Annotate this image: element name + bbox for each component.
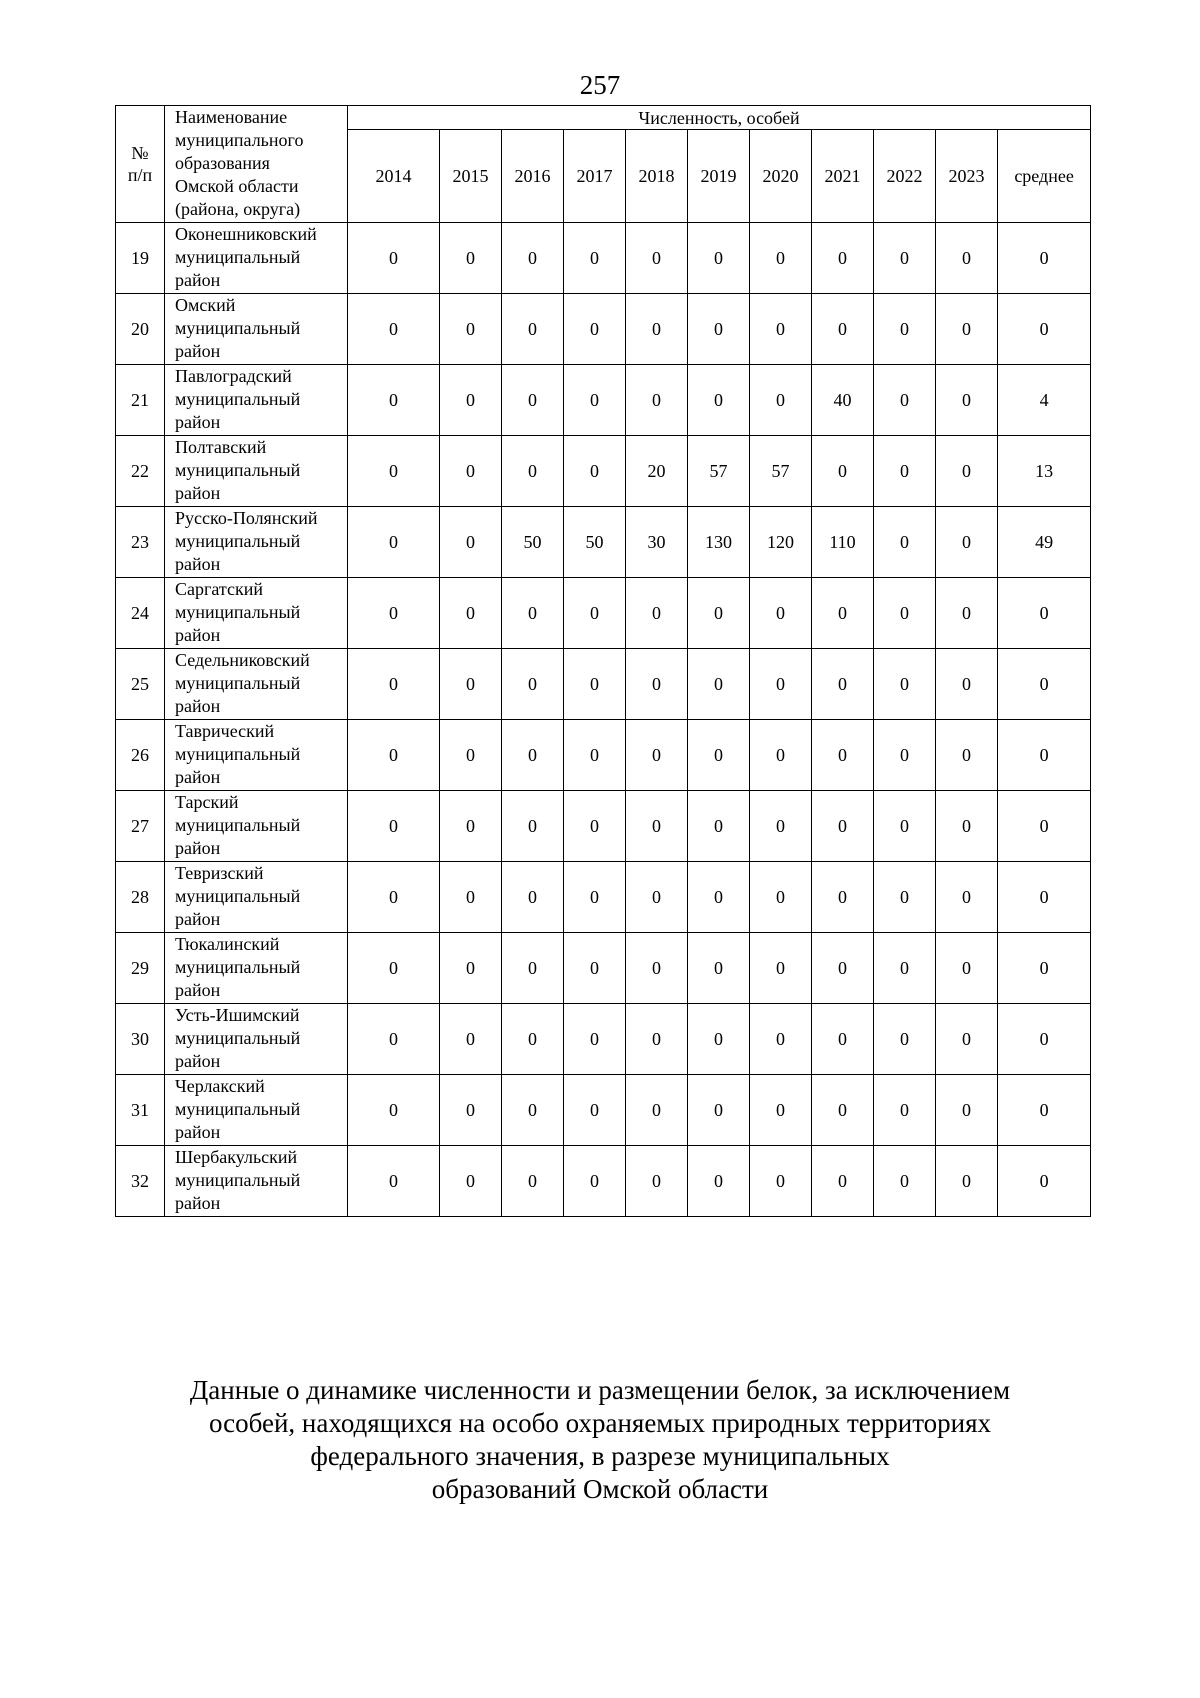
population-value: 0 (750, 365, 812, 436)
header-row-group (116, 106, 1091, 130)
population-value: 0 (750, 933, 812, 1004)
population-value: 0 (936, 294, 998, 365)
population-value: 0 (502, 1075, 564, 1146)
municipality-name (165, 1004, 348, 1075)
population-value: 0 (812, 1146, 874, 1217)
municipality-name-line: район (175, 696, 221, 716)
header-year: 2022 (874, 130, 936, 223)
header-year: 2019 (688, 130, 750, 223)
population-value: 0 (688, 223, 750, 294)
header-year: среднее (998, 130, 1091, 223)
population-value: 0 (998, 223, 1091, 294)
population-value: 57 (688, 436, 750, 507)
municipality-name (165, 1075, 348, 1146)
municipality-name-line: Шербакульский (175, 1147, 298, 1167)
row-number: 29 (116, 933, 165, 1004)
population-value: 50 (502, 507, 564, 578)
population-value: 110 (812, 507, 874, 578)
population-value: 0 (688, 1075, 750, 1146)
caption-line: федерального значения, в разрезе муниципальных (310, 1441, 890, 1471)
population-value: 0 (998, 1004, 1091, 1075)
population-value: 0 (348, 223, 440, 294)
municipality-name-line: муниципальный (175, 815, 301, 835)
row-number: 21 (116, 365, 165, 436)
municipality-name-line: муниципальный (175, 531, 301, 551)
population-value: 0 (564, 578, 626, 649)
population-value: 0 (688, 294, 750, 365)
population-value: 0 (812, 862, 874, 933)
population-value: 0 (874, 1075, 936, 1146)
population-value: 0 (626, 933, 688, 1004)
population-value: 0 (874, 223, 936, 294)
population-value: 0 (688, 933, 750, 1004)
population-value: 0 (348, 365, 440, 436)
municipality-name-line: район (175, 1122, 221, 1142)
population-value: 0 (812, 1075, 874, 1146)
municipality-name-line: муниципальный (175, 1028, 301, 1048)
population-value: 0 (936, 365, 998, 436)
population-value: 0 (812, 223, 874, 294)
population-value: 0 (348, 1146, 440, 1217)
population-value: 0 (998, 578, 1091, 649)
population-value: 0 (812, 578, 874, 649)
population-value: 0 (348, 862, 440, 933)
population-value: 0 (874, 791, 936, 862)
population-value: 0 (502, 649, 564, 720)
municipality-name-line: муниципальный (175, 389, 301, 409)
population-value: 0 (348, 507, 440, 578)
table-row (116, 791, 1091, 862)
municipality-name-line: Саргатский (175, 579, 263, 599)
municipality-name-line: район (175, 909, 221, 929)
population-value: 0 (564, 1146, 626, 1217)
header-municipality-line: Наименование (175, 107, 288, 127)
municipality-name-line: муниципальный (175, 318, 301, 338)
population-value: 0 (936, 1004, 998, 1075)
population-value: 0 (812, 436, 874, 507)
caption-line: особей, находящихся на особо охраняемых природных территориях (208, 1408, 992, 1438)
municipality-name-line: муниципальный (175, 1099, 301, 1119)
header-year: 2020 (750, 130, 812, 223)
population-value: 0 (440, 294, 502, 365)
table-row (116, 578, 1091, 649)
population-value: 0 (688, 862, 750, 933)
population-value: 0 (750, 223, 812, 294)
header-year: 2017 (564, 130, 626, 223)
population-value: 0 (626, 862, 688, 933)
population-value: 0 (440, 365, 502, 436)
population-value: 40 (812, 365, 874, 436)
population-value: 0 (874, 578, 936, 649)
municipality-name-line: Седельниковский (175, 650, 310, 670)
population-value: 0 (564, 1004, 626, 1075)
municipality-name-line: муниципальный (175, 957, 301, 977)
population-value: 0 (626, 720, 688, 791)
municipality-name-line: Тарский (175, 792, 239, 812)
header-municipality (165, 106, 348, 223)
population-value: 0 (750, 1075, 812, 1146)
population-value: 0 (626, 223, 688, 294)
municipality-name-line: район (175, 980, 221, 1000)
population-value: 0 (626, 1146, 688, 1217)
municipality-name (165, 507, 348, 578)
table-row (116, 862, 1091, 933)
population-value: 0 (936, 1146, 998, 1217)
population-value: 0 (440, 223, 502, 294)
population-value: 0 (440, 1004, 502, 1075)
population-value: 0 (998, 294, 1091, 365)
row-number: 19 (116, 223, 165, 294)
population-value: 0 (688, 649, 750, 720)
population-value: 0 (998, 1075, 1091, 1146)
municipality-name (165, 223, 348, 294)
population-value: 0 (440, 720, 502, 791)
population-value: 0 (440, 649, 502, 720)
population-value: 0 (626, 578, 688, 649)
population-value: 0 (502, 791, 564, 862)
population-value: 0 (502, 294, 564, 365)
population-value: 0 (998, 933, 1091, 1004)
header-number-line: п/п (127, 165, 153, 185)
municipality-name-line: Омский (175, 295, 236, 315)
population-value: 0 (564, 294, 626, 365)
header-municipality-line: образования (175, 153, 270, 173)
population-value: 0 (348, 933, 440, 1004)
population-value: 0 (348, 294, 440, 365)
table-row (116, 1004, 1091, 1075)
municipality-name-line: район (175, 554, 221, 574)
municipality-name (165, 862, 348, 933)
population-value: 0 (998, 791, 1091, 862)
municipality-name-line: район (175, 341, 221, 361)
table-row (116, 365, 1091, 436)
municipality-name (165, 436, 348, 507)
population-value: 0 (874, 933, 936, 1004)
population-value: 0 (564, 1075, 626, 1146)
table-row (116, 507, 1091, 578)
header-population-group: Численность, особей (348, 106, 1091, 130)
municipality-name-line: Таврический (175, 721, 275, 741)
municipality-name-line: район (175, 412, 221, 432)
population-value: 0 (812, 649, 874, 720)
population-value: 0 (812, 1004, 874, 1075)
municipality-name-line: Полтавский (175, 437, 267, 457)
municipality-name-line: муниципальный (175, 744, 301, 764)
population-value: 0 (440, 791, 502, 862)
population-table (115, 105, 1091, 1217)
population-value: 0 (502, 223, 564, 294)
population-value: 0 (688, 791, 750, 862)
population-value: 0 (688, 1146, 750, 1217)
population-value: 0 (936, 578, 998, 649)
population-value: 0 (936, 223, 998, 294)
municipality-name-line: район (175, 1051, 221, 1071)
table-row (116, 294, 1091, 365)
table-row (116, 720, 1091, 791)
municipality-name-line: район (175, 483, 221, 503)
table-row (116, 649, 1091, 720)
population-value: 0 (626, 1075, 688, 1146)
population-value: 0 (626, 791, 688, 862)
row-number: 31 (116, 1075, 165, 1146)
page-number: 257 (579, 70, 621, 100)
municipality-name-line: Тюкалинский (175, 934, 280, 954)
population-value: 0 (750, 578, 812, 649)
population-value: 0 (440, 862, 502, 933)
header-number (116, 106, 165, 223)
municipality-name (165, 1146, 348, 1217)
population-value: 120 (750, 507, 812, 578)
municipality-name-line: муниципальный (175, 460, 301, 480)
population-value: 0 (440, 436, 502, 507)
table-row (116, 436, 1091, 507)
population-value: 4 (998, 365, 1091, 436)
municipality-name-line: район (175, 270, 221, 290)
population-value: 0 (998, 862, 1091, 933)
population-value: 0 (936, 720, 998, 791)
municipality-name (165, 791, 348, 862)
population-value: 0 (348, 578, 440, 649)
population-value: 0 (564, 791, 626, 862)
population-value: 0 (440, 507, 502, 578)
header-year: 2015 (440, 130, 502, 223)
population-value: 0 (936, 649, 998, 720)
table-row (116, 223, 1091, 294)
population-value: 49 (998, 507, 1091, 578)
municipality-name (165, 649, 348, 720)
municipality-name-line: Черлакский (175, 1076, 265, 1096)
population-value: 0 (502, 436, 564, 507)
population-value: 0 (936, 862, 998, 933)
municipality-name-line: Оконешниковский (175, 224, 317, 244)
header-municipality-line: (района, округа) (175, 199, 301, 219)
municipality-name-line: Русско-Полянский (175, 508, 318, 528)
row-number: 26 (116, 720, 165, 791)
population-value: 0 (750, 720, 812, 791)
population-value: 130 (688, 507, 750, 578)
population-value: 0 (812, 294, 874, 365)
population-value: 0 (502, 1004, 564, 1075)
municipality-name-line: район (175, 838, 221, 858)
municipality-name-line: муниципальный (175, 886, 301, 906)
population-value: 0 (812, 720, 874, 791)
population-value: 0 (564, 862, 626, 933)
municipality-name-line: Тевризский (175, 863, 264, 883)
header-number-line: № (131, 143, 149, 163)
row-number: 22 (116, 436, 165, 507)
population-value: 0 (998, 720, 1091, 791)
population-value: 0 (502, 1146, 564, 1217)
population-value: 0 (874, 649, 936, 720)
row-number: 27 (116, 791, 165, 862)
population-value: 0 (564, 649, 626, 720)
population-value: 0 (564, 223, 626, 294)
municipality-name (165, 294, 348, 365)
municipality-name (165, 720, 348, 791)
population-value: 0 (348, 436, 440, 507)
municipality-name-line: Усть-Ишимский (175, 1005, 300, 1025)
header-municipality-line: Омской области (175, 176, 299, 196)
population-value: 0 (688, 1004, 750, 1075)
population-value: 0 (564, 365, 626, 436)
population-value: 0 (440, 578, 502, 649)
population-value: 0 (564, 436, 626, 507)
population-value: 0 (936, 1075, 998, 1146)
row-number: 30 (116, 1004, 165, 1075)
municipality-name-line: муниципальный (175, 247, 301, 267)
population-value: 0 (750, 1004, 812, 1075)
population-value: 0 (348, 1004, 440, 1075)
population-value: 0 (626, 365, 688, 436)
header-year: 2014 (348, 130, 440, 223)
municipality-name (165, 578, 348, 649)
header-year: 2018 (626, 130, 688, 223)
header-municipality-line: муниципального (175, 130, 304, 150)
population-value: 0 (626, 294, 688, 365)
row-number: 32 (116, 1146, 165, 1217)
population-value: 0 (874, 1004, 936, 1075)
population-value: 0 (502, 862, 564, 933)
row-number: 24 (116, 578, 165, 649)
population-value: 0 (998, 649, 1091, 720)
population-value: 0 (874, 436, 936, 507)
population-value: 0 (440, 1146, 502, 1217)
municipality-name-line: район (175, 767, 221, 787)
population-value: 0 (936, 507, 998, 578)
population-value: 0 (626, 1004, 688, 1075)
population-value: 0 (936, 436, 998, 507)
population-value: 0 (502, 578, 564, 649)
population-value: 0 (348, 720, 440, 791)
population-value: 0 (750, 1146, 812, 1217)
population-value: 0 (626, 649, 688, 720)
header-year: 2023 (936, 130, 998, 223)
population-value: 0 (750, 649, 812, 720)
population-value: 0 (348, 649, 440, 720)
population-value: 0 (874, 862, 936, 933)
row-number: 25 (116, 649, 165, 720)
caption (150, 1374, 1050, 1506)
population-value: 0 (998, 1146, 1091, 1217)
municipality-name (165, 933, 348, 1004)
population-value: 0 (440, 933, 502, 1004)
population-value: 57 (750, 436, 812, 507)
table-row (116, 1146, 1091, 1217)
population-value: 0 (750, 294, 812, 365)
table-body (116, 223, 1091, 1217)
population-value: 0 (688, 720, 750, 791)
population-value: 0 (750, 862, 812, 933)
population-value: 0 (348, 791, 440, 862)
population-value: 0 (874, 294, 936, 365)
table-row (116, 933, 1091, 1004)
population-value: 0 (812, 791, 874, 862)
population-value: 20 (626, 436, 688, 507)
population-value: 0 (440, 1075, 502, 1146)
population-value: 0 (750, 791, 812, 862)
population-value: 13 (998, 436, 1091, 507)
table-row (116, 1075, 1091, 1146)
municipality-name-line: муниципальный (175, 1170, 301, 1190)
population-value: 0 (502, 365, 564, 436)
caption-line: Данные о динамике численности и размещении белок, за исключением (189, 1375, 1011, 1405)
municipality-name-line: муниципальный (175, 673, 301, 693)
population-value: 0 (936, 933, 998, 1004)
population-value: 0 (564, 933, 626, 1004)
header-year: 2021 (812, 130, 874, 223)
population-value: 0 (874, 507, 936, 578)
population-value: 0 (874, 1146, 936, 1217)
population-value: 50 (564, 507, 626, 578)
municipality-name-line: Павлоградский (175, 366, 292, 386)
row-number: 23 (116, 507, 165, 578)
population-value: 0 (812, 933, 874, 1004)
header-year: 2016 (502, 130, 564, 223)
municipality-name-line: район (175, 625, 221, 645)
population-value: 0 (502, 933, 564, 1004)
population-value: 30 (626, 507, 688, 578)
population-value: 0 (348, 1075, 440, 1146)
row-number: 20 (116, 294, 165, 365)
municipality-name-line: район (175, 1193, 221, 1213)
municipality-name-line: муниципальный (175, 602, 301, 622)
population-value: 0 (688, 365, 750, 436)
caption-line: образований Омской области (431, 1474, 769, 1504)
population-value: 0 (874, 720, 936, 791)
population-value: 0 (936, 791, 998, 862)
population-value: 0 (688, 578, 750, 649)
municipality-name (165, 365, 348, 436)
population-value: 0 (874, 365, 936, 436)
population-value: 0 (502, 720, 564, 791)
population-value: 0 (564, 720, 626, 791)
row-number: 28 (116, 862, 165, 933)
